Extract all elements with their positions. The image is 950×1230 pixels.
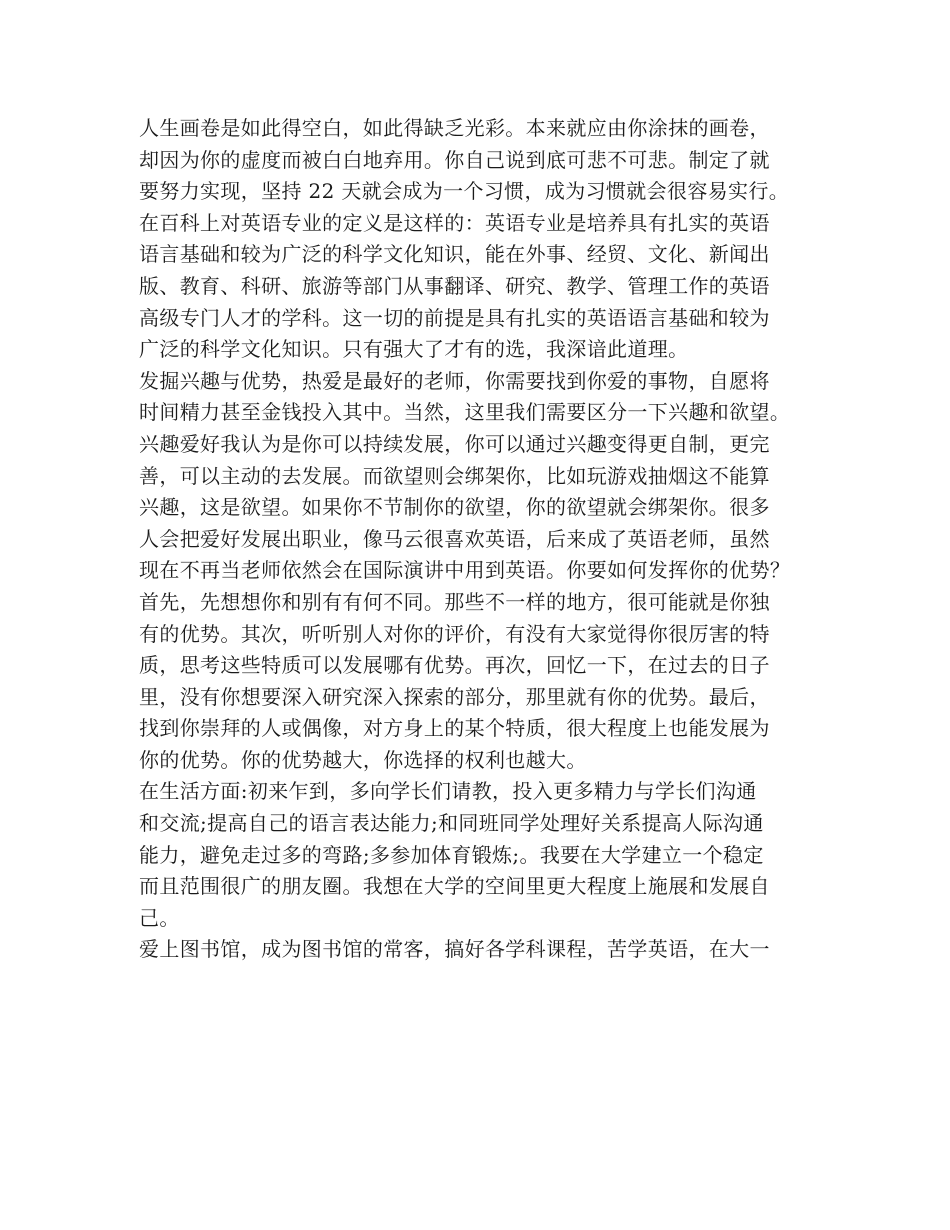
text-line: 人会把爱好发展出职业，像马云很喜欢英语，后来成了英语老师，虽然 <box>139 526 770 551</box>
text-line: 己。 <box>139 905 180 930</box>
text-line: 兴趣爱好我认为是你可以持续发展，你可以通过兴趣变得更自制，更完 <box>139 431 770 456</box>
text-line: 善，可以主动的去发展。而欲望则会绑架你，比如玩游戏抽烟这不能算 <box>139 463 770 488</box>
text-line: 却因为你的虚度而被白白地弃用。你自己说到底可悲不可悲。制定了就 <box>139 147 770 172</box>
text-line: 首先，先想想你和别有有何不同。那些不一样的地方，很可能就是你独 <box>139 589 770 614</box>
text-line: 在百科上对英语专业的定义是这样的：英语专业是培养具有扎实的英语 <box>139 210 770 235</box>
text-line: 版、教育、科研、旅游等部门从事翻译、研究、教学、管理工作的英语 <box>139 273 770 298</box>
text-line: 语言基础和较为广泛的科学文化知识，能在外事、经贸、文化、新闻出 <box>139 242 770 267</box>
text-line: 里，没有你想要深入研究深入探索的部分，那里就有你的优势。最后， <box>139 684 770 709</box>
text-line: 广泛的科学文化知识。只有强大了才有的选，我深谙此道理。 <box>139 337 689 362</box>
document-body <box>139 113 829 966</box>
text-line: 和交流;提高自己的语言表达能力;和同班同学处理好关系提高人际沟通 <box>139 811 764 836</box>
text-line: 在生活方面:初来乍到，多向学长们请教，投入更多精力与学长们沟通 <box>139 779 757 804</box>
text-line: 爱上图书馆，成为图书馆的常客，搞好各学科课程，苦学英语，在大一 <box>139 937 770 962</box>
text-line: 现在不再当老师依然会在国际演讲中用到英语。你要如何发挥你的优势？ <box>139 558 791 583</box>
text-line: 发掘兴趣与优势，热爱是最好的老师，你需要找到你爱的事物，自愿将 <box>139 368 770 393</box>
text-line: 时间精力甚至金钱投入其中。当然，这里我们需要区分一下兴趣和欲望。 <box>139 400 791 425</box>
text-line: 质，思考这些特质可以发展哪有优势。再次，回忆一下，在过去的日子 <box>139 653 770 678</box>
text-line: 你的优势。你的优势越大，你选择的权利也越大。 <box>139 747 587 772</box>
text-line: 而且范围很广的朋友圈。我想在大学的空间里更大程度上施展和发展自 <box>139 874 770 899</box>
text-line: 人生画卷是如此得空白，如此得缺乏光彩。本来就应由你涂抹的画卷， <box>139 116 770 140</box>
text-line: 高级专门人才的学科。这一切的前提是具有扎实的英语语言基础和较为 <box>139 305 770 330</box>
text-line: 找到你崇拜的人或偶像，对方身上的某个特质，很大程度上也能发展为 <box>139 716 770 741</box>
text-line: 要努力实现，坚持 22 天就会成为一个习惯，成为习惯就会很容易实行。 <box>139 179 790 204</box>
text-line: 能力，避免走过多的弯路;多参加体育锻炼;。我要在大学建立一个稳定 <box>139 842 764 867</box>
text-line: 兴趣，这是欲望。如果你不节制你的欲望，你的欲望就会绑架你。很多 <box>139 495 770 520</box>
text-line: 有的优势。其次，听听别人对你的评价，有没有大家觉得你很厉害的特 <box>139 621 770 646</box>
